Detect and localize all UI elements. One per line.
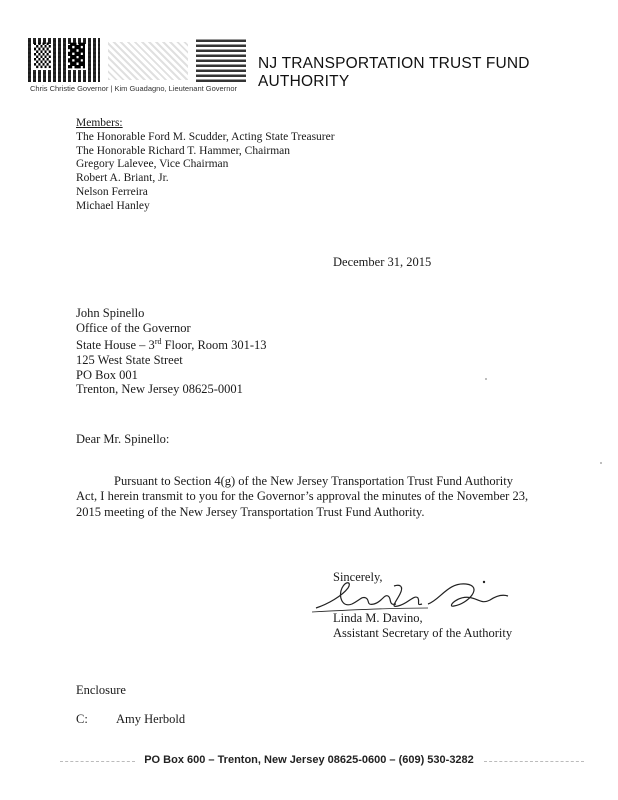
member-item: Nelson Ferreira	[76, 185, 148, 198]
member-item: Robert A. Briant, Jr.	[76, 172, 169, 185]
state-seal-graphic: ▒ ▓	[28, 38, 100, 82]
member-item: Gregory Lalevee, Vice Chairman	[76, 158, 229, 171]
footer-contact: PO Box 600 – Trenton, New Jersey 08625-0600 – (609) 530-3282	[144, 754, 474, 766]
cc-name: Amy Herbold	[116, 712, 186, 726]
recipient-city: Trenton, New Jersey 08625-0001	[76, 382, 243, 397]
signer-name: Linda M. Davino,	[333, 611, 423, 625]
recipient-building	[76, 335, 267, 353]
enclosure-note: Enclosure	[76, 683, 126, 697]
signer-title: Assistant Secretary of the Authority	[333, 626, 513, 641]
logo-pattern-graphic	[108, 42, 188, 80]
recipient-street: 125 West State Street	[76, 352, 183, 367]
letter-date: December 31, 2015	[333, 255, 432, 269]
building-rest: Floor, Room 301-13	[161, 338, 267, 353]
governor-line: Chris Christie Governor | Kim Guadagno, Lieutenant Governor	[30, 84, 238, 93]
members-block	[76, 117, 335, 214]
body-paragraph: Pursuant to Section 4(g) of the New Jersey Transportation Trust Fund Authority Act, I herein transmit to you for the Governor’s approval the minutes of the November 23, 2015 meeting of the New Jersey Transportation Trust Fund Authority.	[76, 474, 529, 519]
scan-speck	[600, 462, 602, 464]
cc-label: C:	[76, 712, 88, 726]
closing: Sincerely,	[333, 570, 383, 584]
floor-suffix: rd	[154, 337, 162, 347]
letter-body	[76, 474, 536, 520]
member-item: Michael Hanley	[76, 199, 150, 212]
building-prefix: State House – 3	[76, 338, 155, 353]
signer-block	[333, 611, 512, 642]
recipient-address	[76, 306, 267, 397]
member-item: The Honorable Ford M. Scudder, Acting State Treasurer	[76, 130, 335, 143]
member-item: The Honorable Richard T. Hammer, Chairman	[76, 144, 291, 157]
salutation: Dear Mr. Spinello:	[76, 432, 170, 446]
scan-speck	[485, 378, 487, 380]
bus-truck-icon	[196, 38, 246, 82]
recipient-office: Office of the Governor	[76, 320, 191, 335]
letterhead-logo	[28, 38, 248, 82]
recipient-name: John Spinello	[76, 306, 145, 320]
organization-name: NJ TRANSPORTATION TRUST FUND AUTHORITY	[258, 55, 530, 90]
recipient-po-box: PO Box 001	[76, 367, 138, 382]
members-heading: Members:	[76, 117, 123, 129]
